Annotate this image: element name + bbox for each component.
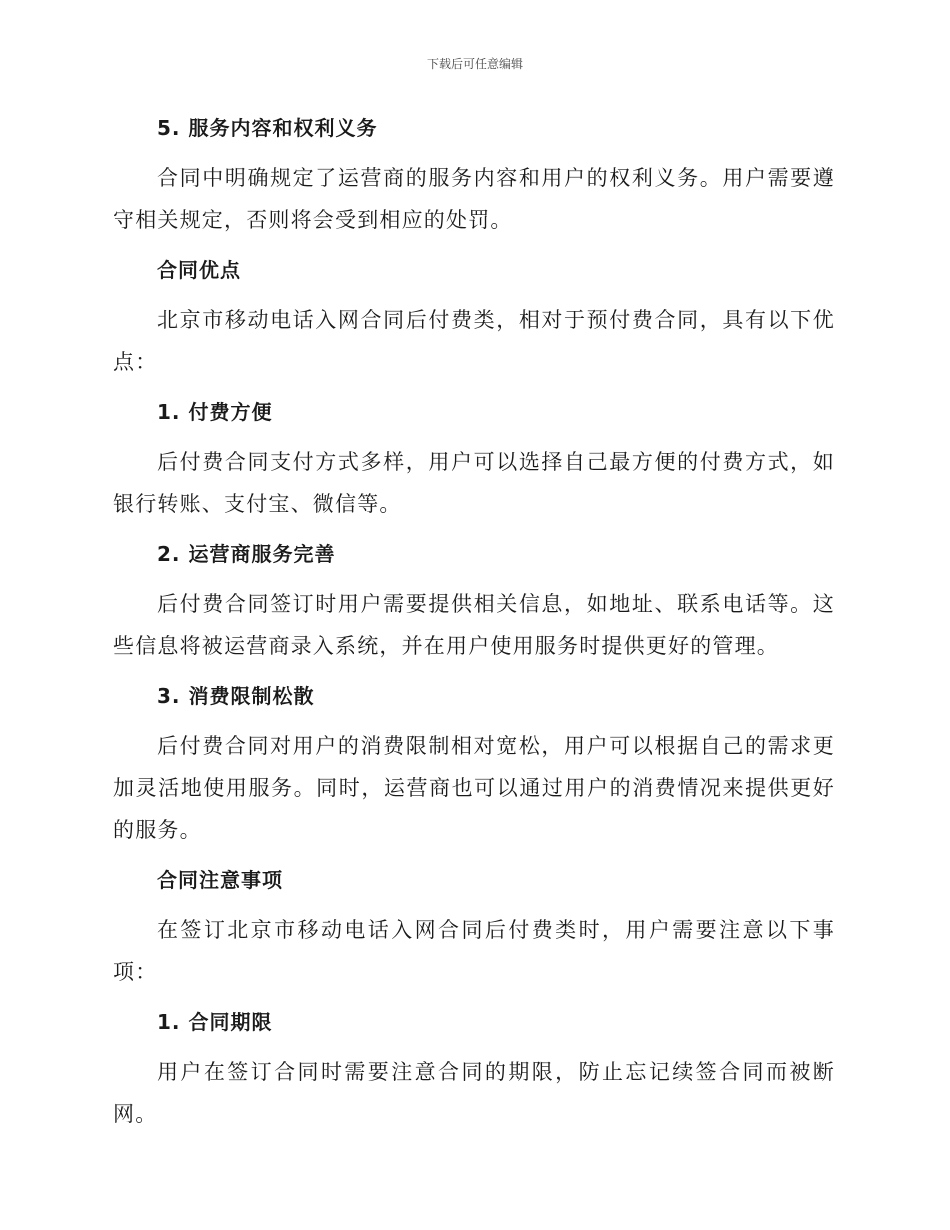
paragraph: 后付费合同支付方式多样，用户可以选择自己最方便的付费方式，如银行转账、支付宝、微信等。 <box>113 450 835 516</box>
page-header: 下载后可任意编辑 <box>426 57 523 71</box>
document-body <box>113 108 835 1135</box>
section-heading: 1. 付费方便 <box>157 400 273 424</box>
paragraph: 合同中明确规定了运营商的服务内容和用户的权利义务。用户需要遵守相关规定，否则将会受到相应的处罚。 <box>113 166 835 232</box>
section-heading: 3. 消费限制松散 <box>157 684 315 708</box>
paragraph: 后付费合同签订时用户需要提供相关信息，如地址、联系电话等。这些信息将被运营商录入系统，并在用户使用服务时提供更好的管理。 <box>113 592 835 658</box>
section-heading: 1. 合同期限 <box>157 1010 273 1034</box>
section-heading: 5. 服务内容和权利义务 <box>157 116 378 140</box>
section-heading: 2. 运营商服务完善 <box>157 542 336 566</box>
paragraph: 北京市移动电话入网合同后付费类，相对于预付费合同，具有以下优点： <box>113 308 835 374</box>
section-heading: 合同注意事项 <box>157 868 283 892</box>
paragraph: 后付费合同对用户的消费限制相对宽松，用户可以根据自己的需求更加灵活地使用服务。同时，运营商也可以通过用户的消费情况来提供更好的服务。 <box>113 734 835 842</box>
paragraph: 用户在签订合同时需要注意合同的期限，防止忘记续签合同而被断网。 <box>113 1060 835 1126</box>
paragraph: 在签订北京市移动电话入网合同后付费类时，用户需要注意以下事项： <box>113 918 835 984</box>
section-heading: 合同优点 <box>157 258 241 282</box>
